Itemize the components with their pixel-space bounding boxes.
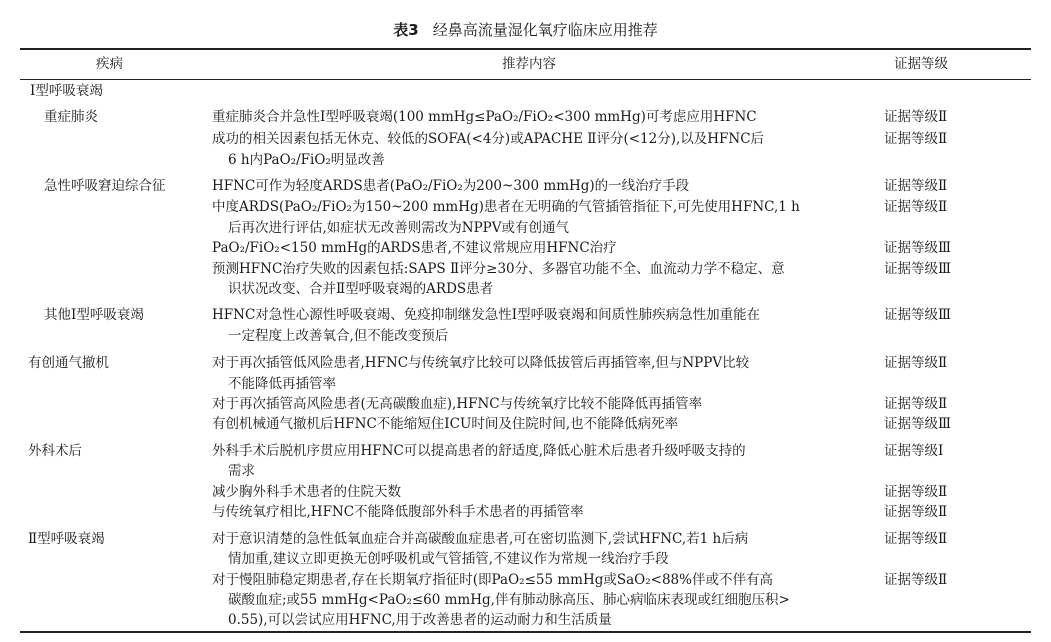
evidence-grade: 证据等级Ⅲ xyxy=(884,240,952,256)
header-grade: 证据等级 xyxy=(894,56,948,72)
evidence-grade: 证据等级Ⅱ xyxy=(884,109,948,125)
evidence-grade: 证据等级Ⅲ xyxy=(884,416,952,432)
disease-surgery: 外科术后 xyxy=(28,443,82,459)
recommendation-line: 对于慢阻肺稳定期患者,存在长期氧疗指征时(即PaO₂≤55 mmHg或SaO₂<88%伴或不伴有高 xyxy=(212,572,773,588)
evidence-grade: 证据等级Ⅲ xyxy=(884,261,952,277)
bottom-rule xyxy=(20,631,1031,633)
recommendation-line: 不能降低再插管率 xyxy=(228,376,336,392)
recommendation-line: HFNC可作为轻度ARDS患者(PaO₂/FiO₂为200~300 mmHg)的一线治疗手段 xyxy=(212,178,690,194)
recommendation-line: 成功的相关因素包括无休克、较低的SOFA(<4分)或APACHE Ⅱ评分(<12分),以及HFNC后 xyxy=(212,131,765,147)
recommendation-line: 中度ARDS(PaO₂/FiO₂为150~200 mmHg)患者在无明确的气管插管指征下,可先使用HFNC,1 h xyxy=(212,199,800,215)
evidence-grade: 证据等级Ⅱ xyxy=(884,199,948,215)
disease-ards: 急性呼吸窘迫综合征 xyxy=(44,178,166,194)
disease-pneumonia: 重症肺炎 xyxy=(44,109,98,125)
disease-type2: Ⅱ型呼吸衰竭 xyxy=(28,531,105,547)
header-disease: 疾病 xyxy=(96,56,123,72)
recommendation-line: HFNC对急性心源性呼吸衰竭、免疫抑制继发急性Ⅰ型呼吸衰竭和间质性肺疾病急性加重能在 xyxy=(212,307,761,323)
evidence-grade: 证据等级Ⅲ xyxy=(884,307,952,323)
recommendation-line: 情加重,建议立即更换无创呼吸机或气管插管,不建议作为常规一线治疗手段 xyxy=(228,551,669,567)
recommendation-line: 一定程度上改善氧合,但不能改变预后 xyxy=(228,328,449,344)
recommendation-line: 0.55),可以尝试应用HFNC,用于改善患者的运动耐力和生活质量 xyxy=(228,612,612,628)
recommendation-line: 对于再次插管高风险患者(无高碳酸血症),HFNC与传统氧疗比较不能降低再插管率 xyxy=(212,396,703,412)
evidence-grade: 证据等级Ⅱ xyxy=(884,131,948,147)
recommendation-line: 外科手术后脱机序贯应用HFNC可以提高患者的舒适度,降低心脏术后患者升级呼吸支持的 xyxy=(212,443,746,459)
top-rule xyxy=(20,48,1031,50)
table-label: 表3 xyxy=(393,21,419,39)
table-caption xyxy=(0,20,1051,40)
evidence-grade: 证据等级Ⅰ xyxy=(884,443,944,459)
recommendation-line: 减少胸外科手术患者的住院天数 xyxy=(212,484,401,500)
evidence-grade: 证据等级Ⅱ xyxy=(884,484,948,500)
recommendation-line: 碳酸血症;或55 mmHg<PaO₂≤60 mmHg,伴有肺动脉高压、肺心病临床表现或红细胞压积> xyxy=(228,592,790,608)
recommendation-line: 重症肺炎合并急性Ⅰ型呼吸衰竭(100 mmHg≤PaO₂/FiO₂<300 mmHg)可考虑应用HFNC xyxy=(212,109,757,125)
recommendation-line: PaO₂/FiO₂<150 mmHg的ARDS患者,不建议常规应用HFNC治疗 xyxy=(212,240,617,256)
recommendation-line: 对于再次插管低风险患者,HFNC与传统氧疗比较可以降低拔管后再插管率,但与NPPV比较 xyxy=(212,355,750,371)
recommendation-line: 对于意识清楚的急性低氧血症合并高碳酸血症患者,可在密切监测下,尝试HFNC,若1 h后病 xyxy=(212,531,749,547)
recommendation-line: 后再次进行评估,如症状无改善则需改为NPPV或有创通气 xyxy=(228,220,570,236)
section-type1: Ⅰ型呼吸衰竭 xyxy=(30,83,103,99)
table-title: 经鼻高流量湿化氧疗临床应用推荐 xyxy=(432,21,658,39)
header-content: 推荐内容 xyxy=(502,56,556,72)
recommendation-line: 预测HFNC治疗失败的因素包括:SAPS Ⅱ评分≥30分、多器官功能不全、血流动力学不稳定、意 xyxy=(212,261,785,277)
recommendation-line: 6 h内PaO₂/FiO₂明显改善 xyxy=(228,152,385,168)
evidence-grade: 证据等级Ⅱ xyxy=(884,396,948,412)
recommendation-line: 需求 xyxy=(228,463,255,479)
disease-weaning: 有创通气撤机 xyxy=(28,355,109,371)
recommendation-line: 识状况改变、合并Ⅱ型呼吸衰竭的ARDS患者 xyxy=(228,281,494,297)
recommendation-line: 有创机械通气撤机后HFNC不能缩短住ICU时间及住院时间,也不能降低病死率 xyxy=(212,416,679,432)
evidence-grade: 证据等级Ⅱ xyxy=(884,572,948,588)
disease-other-type1: 其他Ⅰ型呼吸衰竭 xyxy=(44,307,144,323)
evidence-grade: 证据等级Ⅱ xyxy=(884,504,948,520)
header-rule xyxy=(20,79,1031,80)
evidence-grade: 证据等级Ⅱ xyxy=(884,355,948,371)
evidence-grade: 证据等级Ⅱ xyxy=(884,531,948,547)
recommendation-line: 与传统氧疗相比,HFNC不能降低腹部外科手术患者的再插管率 xyxy=(212,504,584,520)
evidence-grade: 证据等级Ⅱ xyxy=(884,178,948,194)
